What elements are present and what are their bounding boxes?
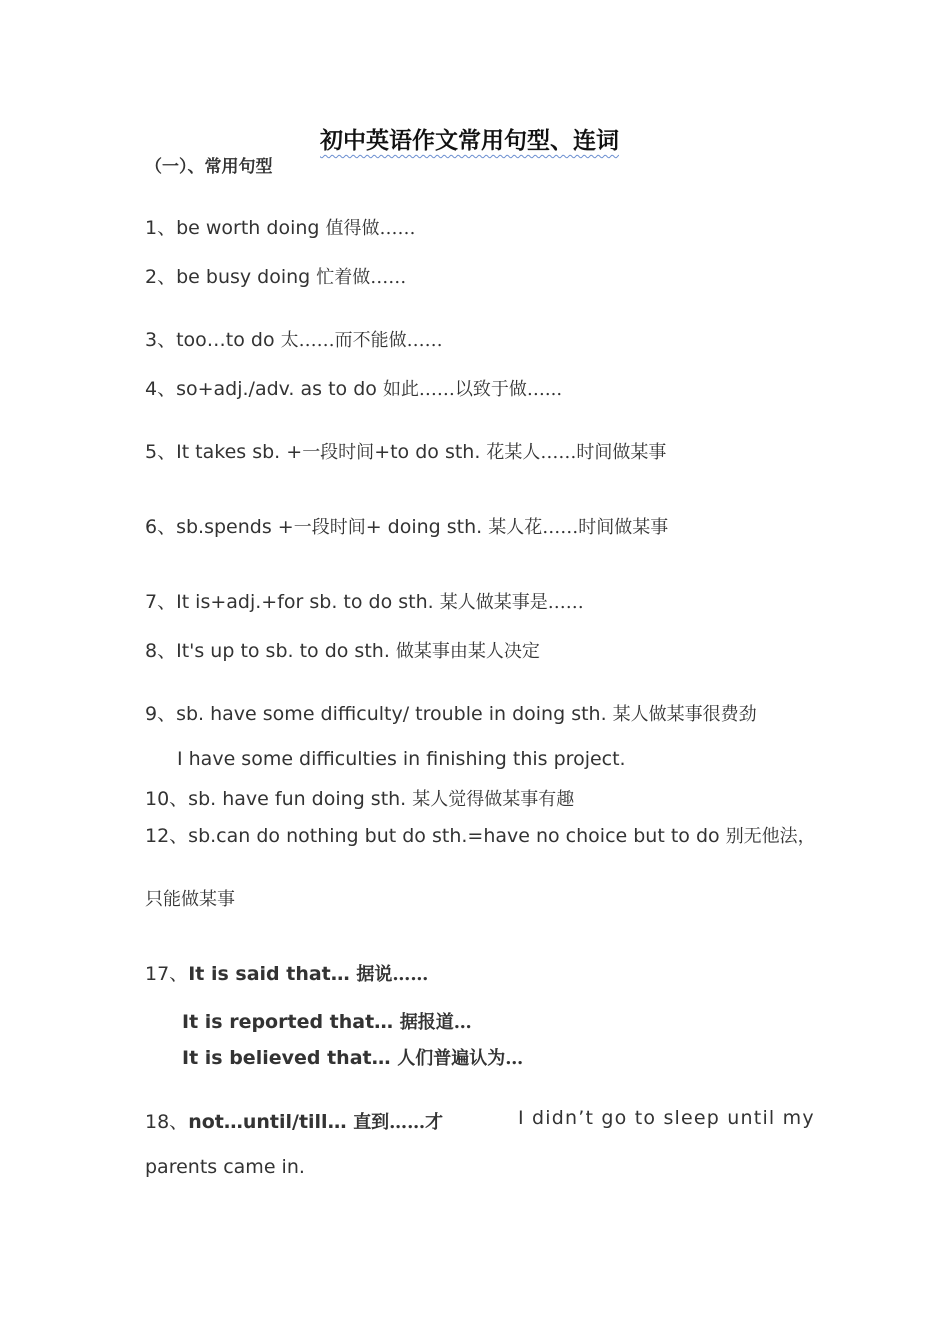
list-item: 12、sb.can do nothing but do sth.=have no choice but to do 别无他法， <box>145 825 816 847</box>
list-item-continuation: 只能做某事 <box>145 889 235 910</box>
section-heading: （一）、常用句型 <box>145 157 273 177</box>
list-item: 5、It takes sb. +一段时间+to do sth. 花某人……时间做某事 <box>145 441 667 463</box>
document-title: 初中英语作文常用句型、连词 <box>320 127 619 154</box>
list-item: 4、so+adj./adv. as to do 如此……以致于做…... <box>145 378 563 400</box>
list-item: 3、too…to do 太……而不能做…… <box>145 329 443 351</box>
list-item: 8、It's up to sb. to do sth. 做某事由某人决定 <box>145 640 540 662</box>
list-item: 7、It is+adj.+for sb. to do sth. 某人做某事是…… <box>145 591 584 613</box>
list-item: 6、sb.spends +一段时间+ doing sth. 某人花……时间做某事 <box>145 516 669 538</box>
list-item: 10、sb. have fun doing sth. 某人觉得做某事有趣 <box>145 788 575 810</box>
list-item: 2、be busy doing 忙着做…… <box>145 266 407 288</box>
list-item: 17、It is said that… 据说…… <box>145 963 429 985</box>
list-item: 18、not…until/till… 直到……才 <box>145 1111 444 1133</box>
example-sentence: I have some difficulties in finishing this project. <box>177 748 626 770</box>
example-sentence: I didn’t go to sleep until my <box>518 1107 815 1129</box>
list-item: 1、be worth doing 值得做…… <box>145 217 416 239</box>
example-sentence-continuation: parents came in. <box>145 1156 305 1178</box>
list-item: 9、sb. have some difficulty/ trouble in doing sth. 某人做某事很费劲 <box>145 703 757 725</box>
list-subitem: It is believed that… 人们普遍认为… <box>182 1047 524 1069</box>
list-subitem: It is reported that… 据报道… <box>182 1011 472 1033</box>
